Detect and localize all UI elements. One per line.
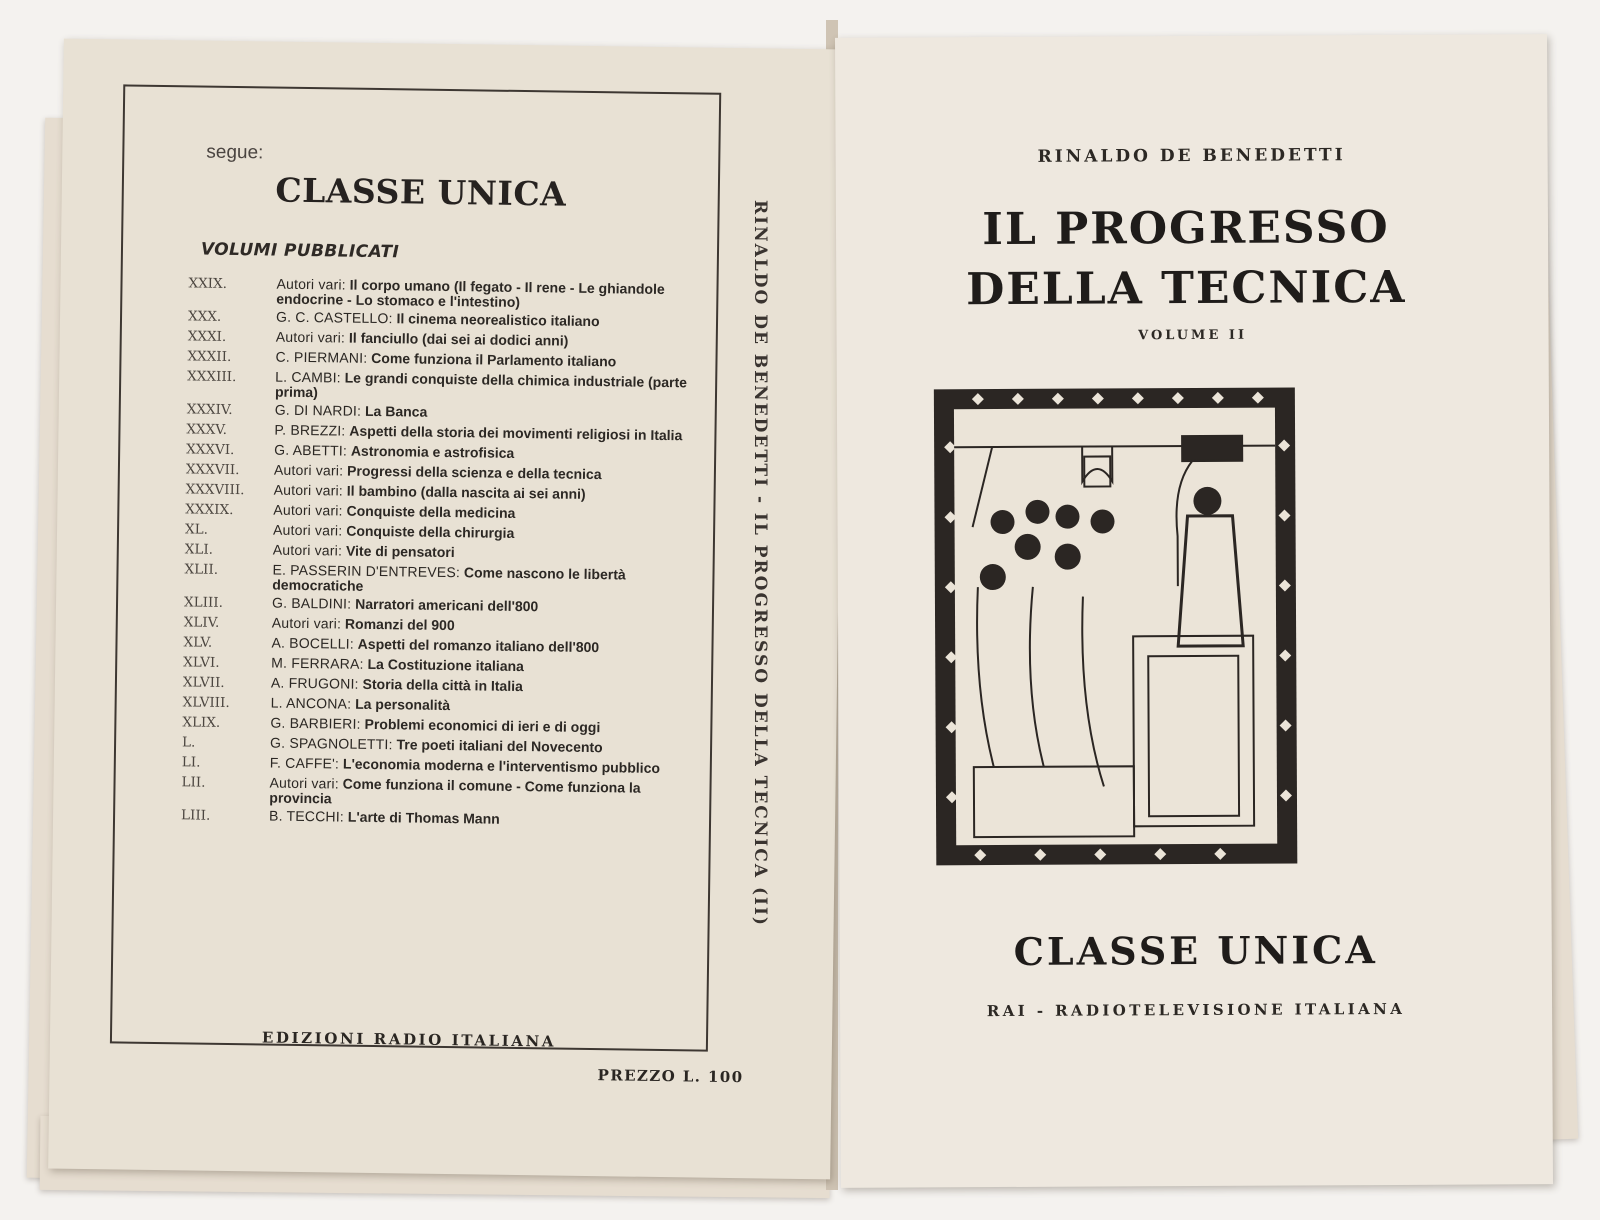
volume-number: XXXIX. bbox=[185, 501, 234, 519]
title-page bbox=[835, 34, 1553, 1188]
volume-author: B. TECCHI: bbox=[268, 807, 345, 825]
volume-number: XLI. bbox=[184, 541, 214, 558]
series-title-right: CLASSE UNICA bbox=[1013, 927, 1378, 974]
volume-label: VOLUME II bbox=[1138, 327, 1248, 344]
volume-title: Il cinema neorealistico italiano bbox=[396, 310, 600, 330]
published-volumes-heading: VOLUMI PUBBLICATI bbox=[200, 239, 400, 263]
volume-row bbox=[185, 501, 685, 524]
volume-author: Autori vari: bbox=[273, 481, 344, 499]
volume-title: Aspetti della storia dei movimenti religiosi in Italia bbox=[349, 422, 683, 444]
volume-title: Come funziona il Parlamento italiano bbox=[371, 349, 617, 370]
volume-row bbox=[186, 461, 686, 484]
volume-author: L. ANCONA: bbox=[270, 694, 352, 712]
volume-number: XXXIV. bbox=[186, 401, 233, 418]
volume-row bbox=[187, 401, 687, 424]
volume-entry bbox=[271, 676, 683, 696]
volume-author: Autori vari: bbox=[272, 541, 343, 559]
volume-title: Le grandi conquiste della chimica industriale (parte prima) bbox=[274, 369, 688, 400]
volume-row bbox=[181, 807, 681, 830]
volume-author: G. DI NARDI: bbox=[274, 401, 362, 419]
price-label: PREZZO L. 100 bbox=[597, 1066, 744, 1087]
volume-row bbox=[187, 348, 687, 371]
author-name: RINALDO DE BENEDETTI bbox=[1037, 145, 1346, 167]
volume-title: Aspetti del romanzo italiano dell'800 bbox=[357, 635, 600, 656]
volume-row bbox=[183, 654, 683, 677]
volume-author: C. PIERMANI: bbox=[275, 348, 368, 366]
volume-number: L. bbox=[182, 734, 196, 751]
volume-row bbox=[185, 541, 685, 564]
volume-author: G. C. CASTELLO: bbox=[275, 308, 393, 327]
volume-title: Conquiste della chirurgia bbox=[346, 522, 515, 541]
volume-number: XXXVIII. bbox=[185, 481, 245, 499]
segue-label: segue: bbox=[206, 141, 264, 164]
volume-number: XXXIII. bbox=[187, 368, 237, 386]
volume-row bbox=[186, 481, 686, 504]
volume-author: Autori vari: bbox=[275, 328, 346, 346]
volume-entry bbox=[274, 483, 686, 503]
volume-row bbox=[184, 594, 684, 617]
volume-row bbox=[184, 561, 684, 597]
volume-author: G. SPAGNOLETTI: bbox=[270, 734, 393, 753]
volume-author: G. ABETTI: bbox=[274, 441, 348, 459]
publisher-right: RAI - RADIOTELEVISIONE ITALIANA bbox=[986, 999, 1406, 1021]
volume-title: L'economia moderna e l'interventismo pubblico bbox=[342, 755, 661, 776]
volume-number: XLVI. bbox=[183, 654, 220, 671]
volume-title: Progressi della scienza e della tecnica bbox=[347, 462, 602, 483]
volume-title: Come nascono le libertà democratiche bbox=[272, 564, 626, 594]
volume-entry bbox=[272, 596, 684, 616]
volume-author: Autori vari: bbox=[271, 614, 342, 632]
volume-entry bbox=[276, 330, 688, 350]
volume-entry bbox=[271, 696, 683, 716]
volume-entry bbox=[271, 656, 683, 676]
volume-number: LI. bbox=[181, 754, 201, 771]
volume-entry bbox=[273, 543, 685, 563]
woodcut-illustration bbox=[932, 385, 1300, 867]
volume-title: Il corpo umano (Il fegato - Il rene - Le ghiandole endocrine - Lo stomaco e l'intestino) bbox=[276, 276, 665, 310]
volume-entry bbox=[272, 563, 684, 598]
volume-number: XLIII. bbox=[183, 594, 224, 611]
volume-author: Autori vari: bbox=[273, 501, 343, 519]
volume-title: La Costituzione italiana bbox=[367, 655, 525, 675]
volume-entry bbox=[272, 616, 684, 636]
volume-author: A. FRUGONI: bbox=[270, 674, 359, 692]
volume-entry bbox=[273, 523, 685, 543]
series-title: CLASSE UNICA bbox=[275, 170, 567, 214]
volume-author: Autori vari: bbox=[272, 521, 343, 539]
volume-number: XXXI. bbox=[187, 328, 227, 345]
volume-entry bbox=[276, 310, 688, 330]
woodcut-panel bbox=[954, 408, 1277, 846]
volume-author: M. FERRARA: bbox=[271, 654, 364, 672]
volume-number: XLVII. bbox=[182, 674, 225, 691]
catalog-frame bbox=[110, 84, 721, 1051]
volume-entry bbox=[270, 756, 682, 776]
volume-entry bbox=[270, 736, 682, 756]
volume-entry bbox=[274, 443, 686, 463]
volume-row bbox=[188, 308, 688, 331]
volume-entry bbox=[274, 423, 686, 443]
volume-author: A. BOCELLI: bbox=[271, 634, 354, 652]
volume-title: Narratori americani dell'800 bbox=[355, 595, 539, 615]
volume-row bbox=[182, 754, 682, 777]
volume-title: La personalità bbox=[355, 695, 451, 714]
volume-number: XLIV. bbox=[183, 614, 220, 631]
volume-entry bbox=[270, 716, 682, 736]
volume-author: E. PASSERIN D'ENTREVES: bbox=[272, 561, 461, 581]
volume-row bbox=[185, 521, 685, 544]
book-title-line-1: IL PROGRESSO bbox=[982, 201, 1390, 256]
volume-number: XXX. bbox=[187, 308, 222, 325]
volume-entry bbox=[275, 350, 687, 370]
volume-author: P. BREZZI: bbox=[274, 421, 346, 439]
left-page bbox=[48, 39, 846, 1180]
volume-number: LIII. bbox=[180, 807, 211, 824]
volume-entry bbox=[275, 403, 687, 423]
volume-entry bbox=[273, 503, 685, 523]
volume-title: Come funziona il comune - Come funziona la provincia bbox=[269, 775, 641, 806]
volume-entry bbox=[274, 463, 686, 483]
volume-entry bbox=[269, 809, 681, 829]
volume-author: G. BALDINI: bbox=[271, 594, 352, 612]
volume-author: Autori vari: bbox=[269, 774, 339, 792]
volume-row bbox=[186, 441, 686, 464]
volume-title: Problemi economici di ieri e di oggi bbox=[364, 715, 601, 736]
volume-number: LII. bbox=[181, 774, 206, 791]
volume-title: Vite di pensatori bbox=[345, 542, 455, 561]
volume-title: Il bambino (dalla nascita ai sei anni) bbox=[346, 482, 586, 502]
volume-row bbox=[182, 714, 682, 737]
volume-number: XXXII. bbox=[187, 348, 232, 365]
volume-author: Autori vari: bbox=[276, 275, 346, 293]
volume-number: XLV. bbox=[183, 634, 213, 651]
volume-row bbox=[181, 774, 681, 810]
volume-number: XLIX. bbox=[182, 714, 221, 731]
volume-title: Storia della città in Italia bbox=[362, 675, 523, 695]
volume-number: XLVIII. bbox=[182, 694, 230, 711]
volume-author: Autori vari: bbox=[273, 461, 344, 479]
volume-entry bbox=[275, 370, 687, 405]
volume-row bbox=[183, 674, 683, 697]
volume-row bbox=[182, 734, 682, 757]
volume-title: Astronomia e astrofisica bbox=[350, 442, 515, 461]
volume-title: La Banca bbox=[364, 402, 428, 420]
volume-row bbox=[183, 694, 683, 717]
volume-title: Tre poeti italiani del Novecento bbox=[396, 736, 603, 756]
volume-author: L. CAMBI: bbox=[275, 368, 341, 386]
volume-number: XL. bbox=[184, 521, 209, 538]
volume-row bbox=[183, 634, 683, 657]
volume-entry bbox=[269, 776, 681, 811]
volume-title: Romanzi del 900 bbox=[344, 615, 455, 634]
volume-row bbox=[187, 368, 687, 404]
volume-number: XXXVII. bbox=[185, 461, 240, 479]
volume-number: XXXVI. bbox=[186, 441, 235, 459]
volume-number: XLII. bbox=[184, 561, 219, 578]
volume-row bbox=[184, 614, 684, 637]
volume-number: XXIX. bbox=[188, 275, 228, 292]
publisher-name: EDIZIONI RADIO ITALIANA bbox=[261, 1028, 557, 1051]
spine-title: RINALDO DE BENEDETTI - IL PROGRESSO DELLA TECNICA (II) bbox=[750, 200, 770, 927]
volume-row bbox=[186, 421, 686, 444]
volume-title: Conquiste della medicina bbox=[346, 502, 516, 521]
volume-entry bbox=[271, 636, 683, 656]
volume-author: G. BARBIERI: bbox=[270, 714, 361, 732]
book-title-line-2: DELLA TECNICA bbox=[966, 261, 1407, 316]
volume-entry bbox=[276, 277, 688, 312]
volume-list bbox=[181, 275, 689, 834]
volume-title: L'arte di Thomas Mann bbox=[347, 808, 500, 827]
volume-row bbox=[188, 328, 688, 351]
volume-author: F. CAFFE': bbox=[269, 754, 340, 772]
volume-number: XXXV. bbox=[186, 421, 228, 438]
volume-row bbox=[188, 275, 688, 311]
volume-title: Il fanciullo (dai sei ai dodici anni) bbox=[348, 329, 569, 349]
